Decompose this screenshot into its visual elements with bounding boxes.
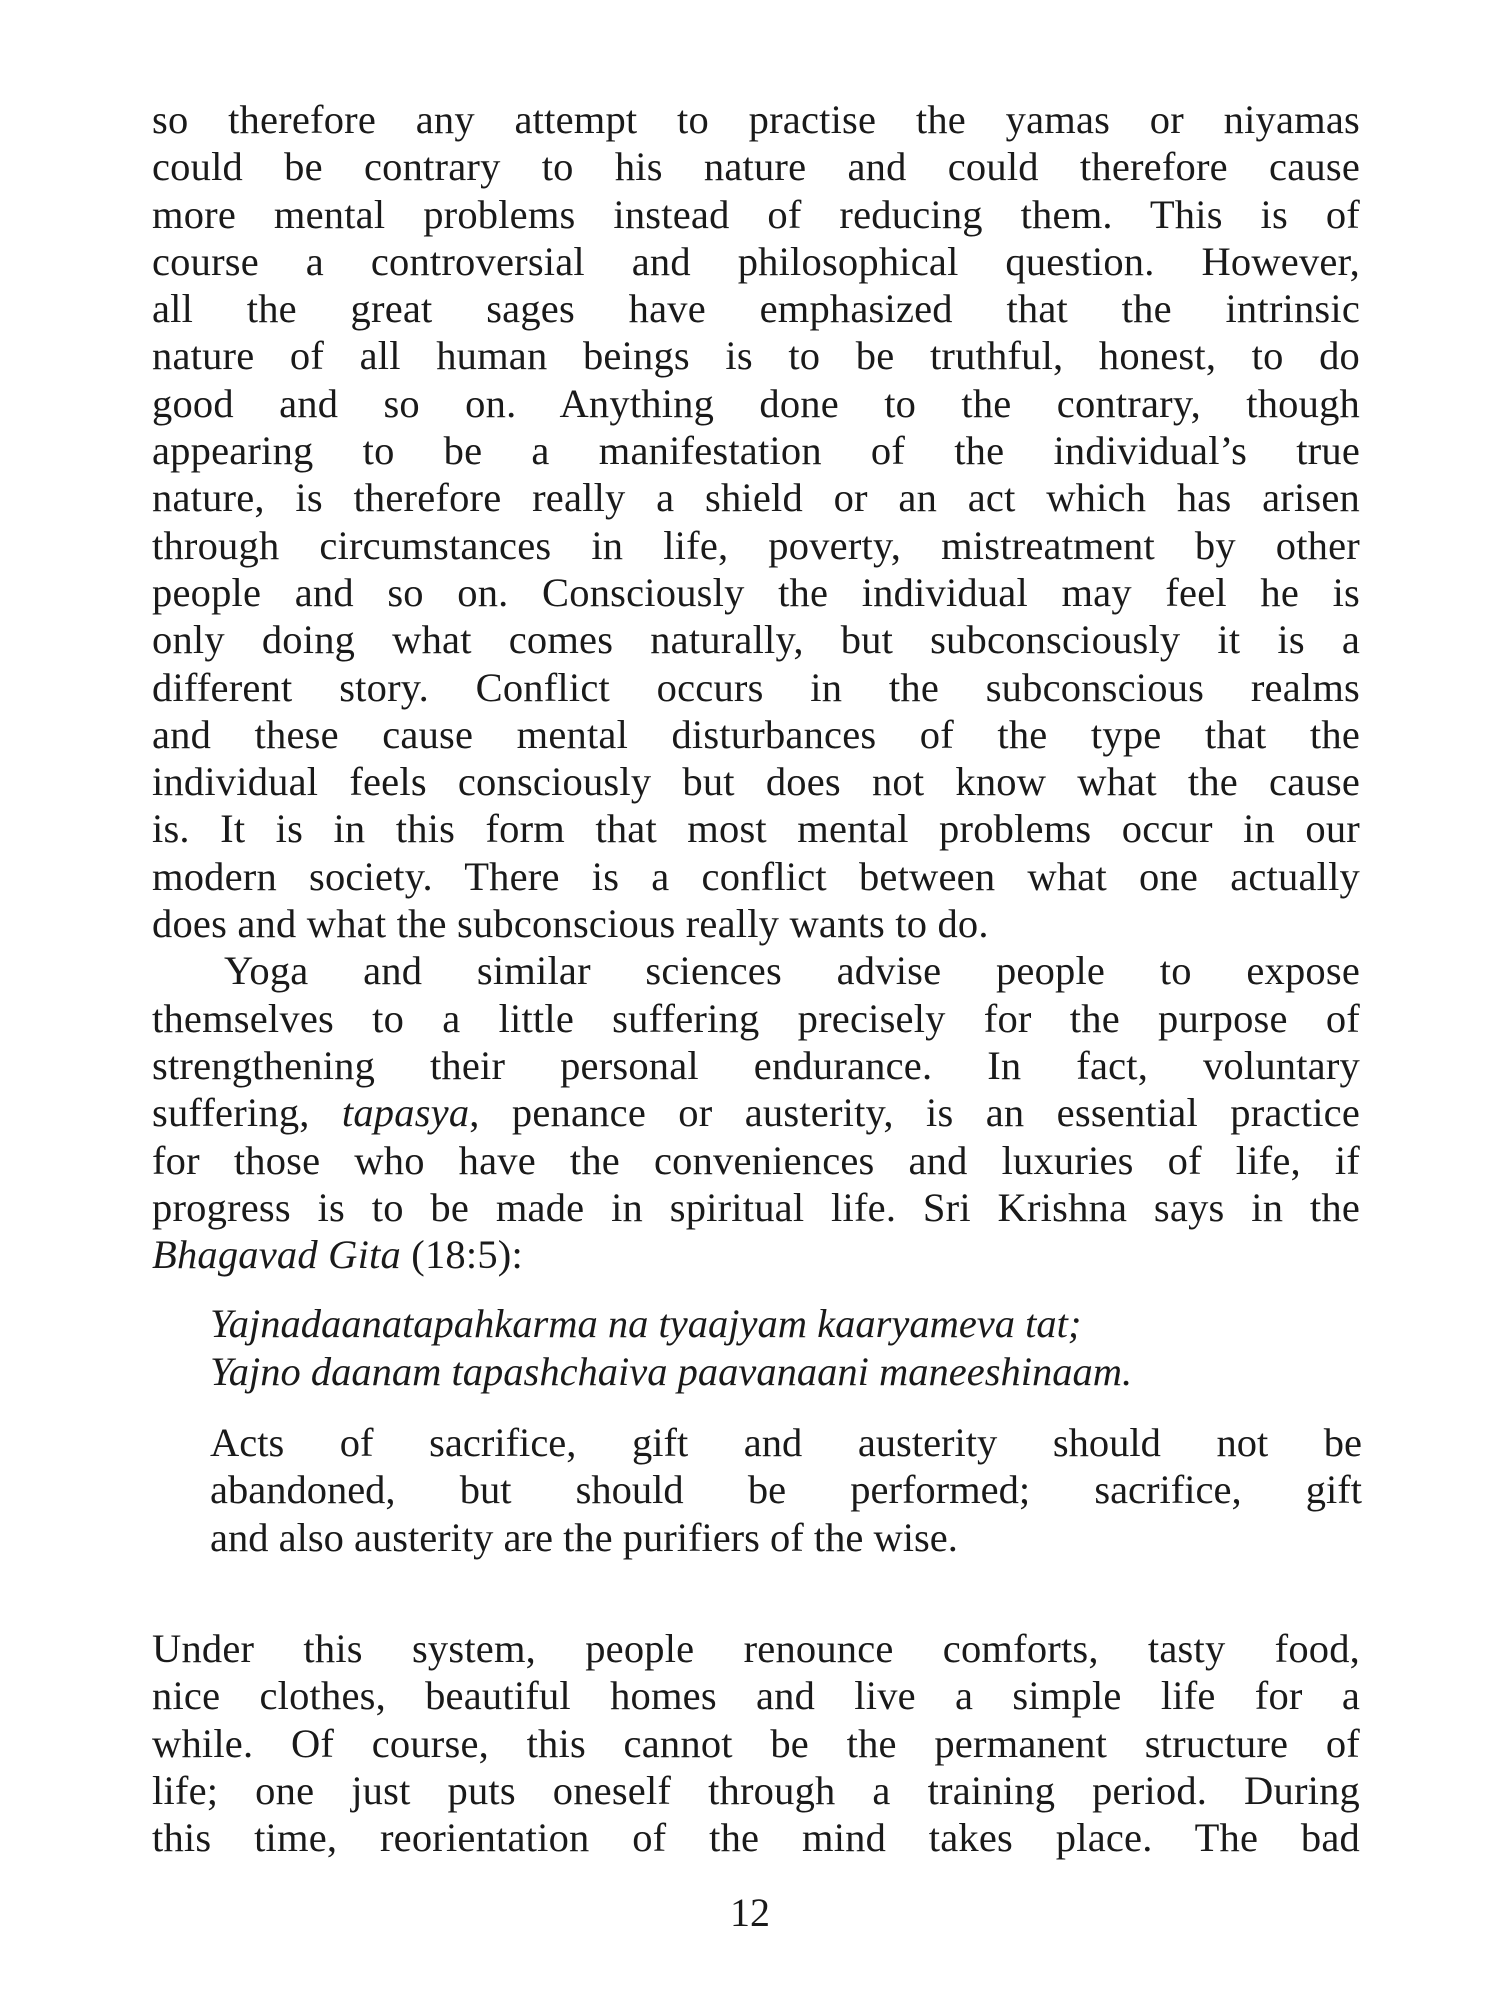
text-line	[152, 1089, 1360, 1136]
text-line: Under this system, people renounce comforts, tasty food,	[152, 1625, 1360, 1671]
text-line: Yoga and similar sciences advise people to expose	[224, 948, 1360, 994]
text-line: and also austerity are the purifiers of the wise.	[210, 1514, 958, 1560]
text-line: nice clothes, beautiful homes and live a simple life for a	[152, 1673, 1360, 1719]
text-line: for those who have the conveniences and luxuries of life, if	[152, 1137, 1360, 1183]
text-line: more mental problems instead of reducing them. This is of	[152, 191, 1360, 237]
text-line: so therefore any attempt to practise the yamas or niyamas	[152, 97, 1360, 142]
text-line: nature, is therefore really a shield or an act which has arisen	[152, 475, 1360, 521]
text-line	[152, 1231, 1360, 1278]
text-line: nature of all human beings is to be truthful, honest, to do	[152, 333, 1360, 379]
page-body	[152, 96, 1360, 1861]
text-line: does and what the subconscious really wants to do.	[152, 901, 989, 947]
italic-term: tapasya	[341, 1090, 470, 1136]
text-line: life; one just puts oneself through a training period. During	[152, 1767, 1360, 1813]
book-title: Bhagavad Gita	[152, 1232, 401, 1278]
text-line: individual feels consciously but does not know what the cause	[152, 759, 1360, 805]
text-line: strengthening their personal endurance. In fact, voluntary	[152, 1042, 1360, 1088]
paragraph-continued	[152, 96, 1360, 947]
sanskrit-verse	[152, 1300, 1360, 1395]
paragraph-yoga	[152, 947, 1360, 1278]
text-line: is. It is in this form that most mental problems occur in our	[152, 806, 1360, 852]
verse-line: Yajnadaanatapahkarma na tyaajyam kaaryameva tat;	[210, 1301, 1082, 1347]
text-line: this time, reorientation of the mind takes place. The bad	[152, 1815, 1360, 1861]
page-number: 12	[730, 1890, 770, 1935]
text-line: progress is to be made in spiritual life. Sri Krishna says in the	[152, 1184, 1360, 1230]
text-span: (18:5):	[400, 1232, 523, 1278]
paragraph-system	[152, 1625, 1360, 1861]
text-line: all the great sages have emphasized that the intrinsic	[152, 286, 1360, 332]
text-line: while. Of course, this cannot be the permanent structure of	[152, 1720, 1360, 1766]
text-line: modern society. There is a conflict between what one actually	[152, 853, 1360, 899]
text-line: appearing to be a manifestation of the individual’s true	[152, 428, 1360, 474]
text-line: and these cause mental disturbances of the type that the	[152, 711, 1360, 757]
verse-translation	[152, 1419, 1362, 1561]
text-line: through circumstances in life, poverty, mistreatment by other	[152, 522, 1360, 568]
text-line: abandoned, but should be performed; sacrifice, gift	[210, 1467, 1362, 1513]
text-line: Acts of sacrifice, gift and austerity should not be	[210, 1420, 1362, 1466]
text-line: different story. Conflict occurs in the subconscious realms	[152, 664, 1360, 710]
text-line: people and so on. Consciously the individual may feel he is	[152, 569, 1360, 615]
text-span: , penance or austerity, is an essential practice	[469, 1090, 1360, 1136]
verse-line: Yajno daanam tapashchaiva paavanaani maneeshinaam.	[210, 1348, 1133, 1394]
text-line: could be contrary to his nature and could therefore cause	[152, 144, 1360, 190]
text-span: suffering,	[152, 1090, 342, 1136]
text-line: good and so on. Anything done to the contrary, though	[152, 380, 1360, 426]
text-line: course a controversial and philosophical question. However,	[152, 238, 1360, 284]
text-line: themselves to a little suffering precisely for the purpose of	[152, 995, 1360, 1041]
text-line: only doing what comes naturally, but subconsciously it is a	[152, 617, 1360, 663]
